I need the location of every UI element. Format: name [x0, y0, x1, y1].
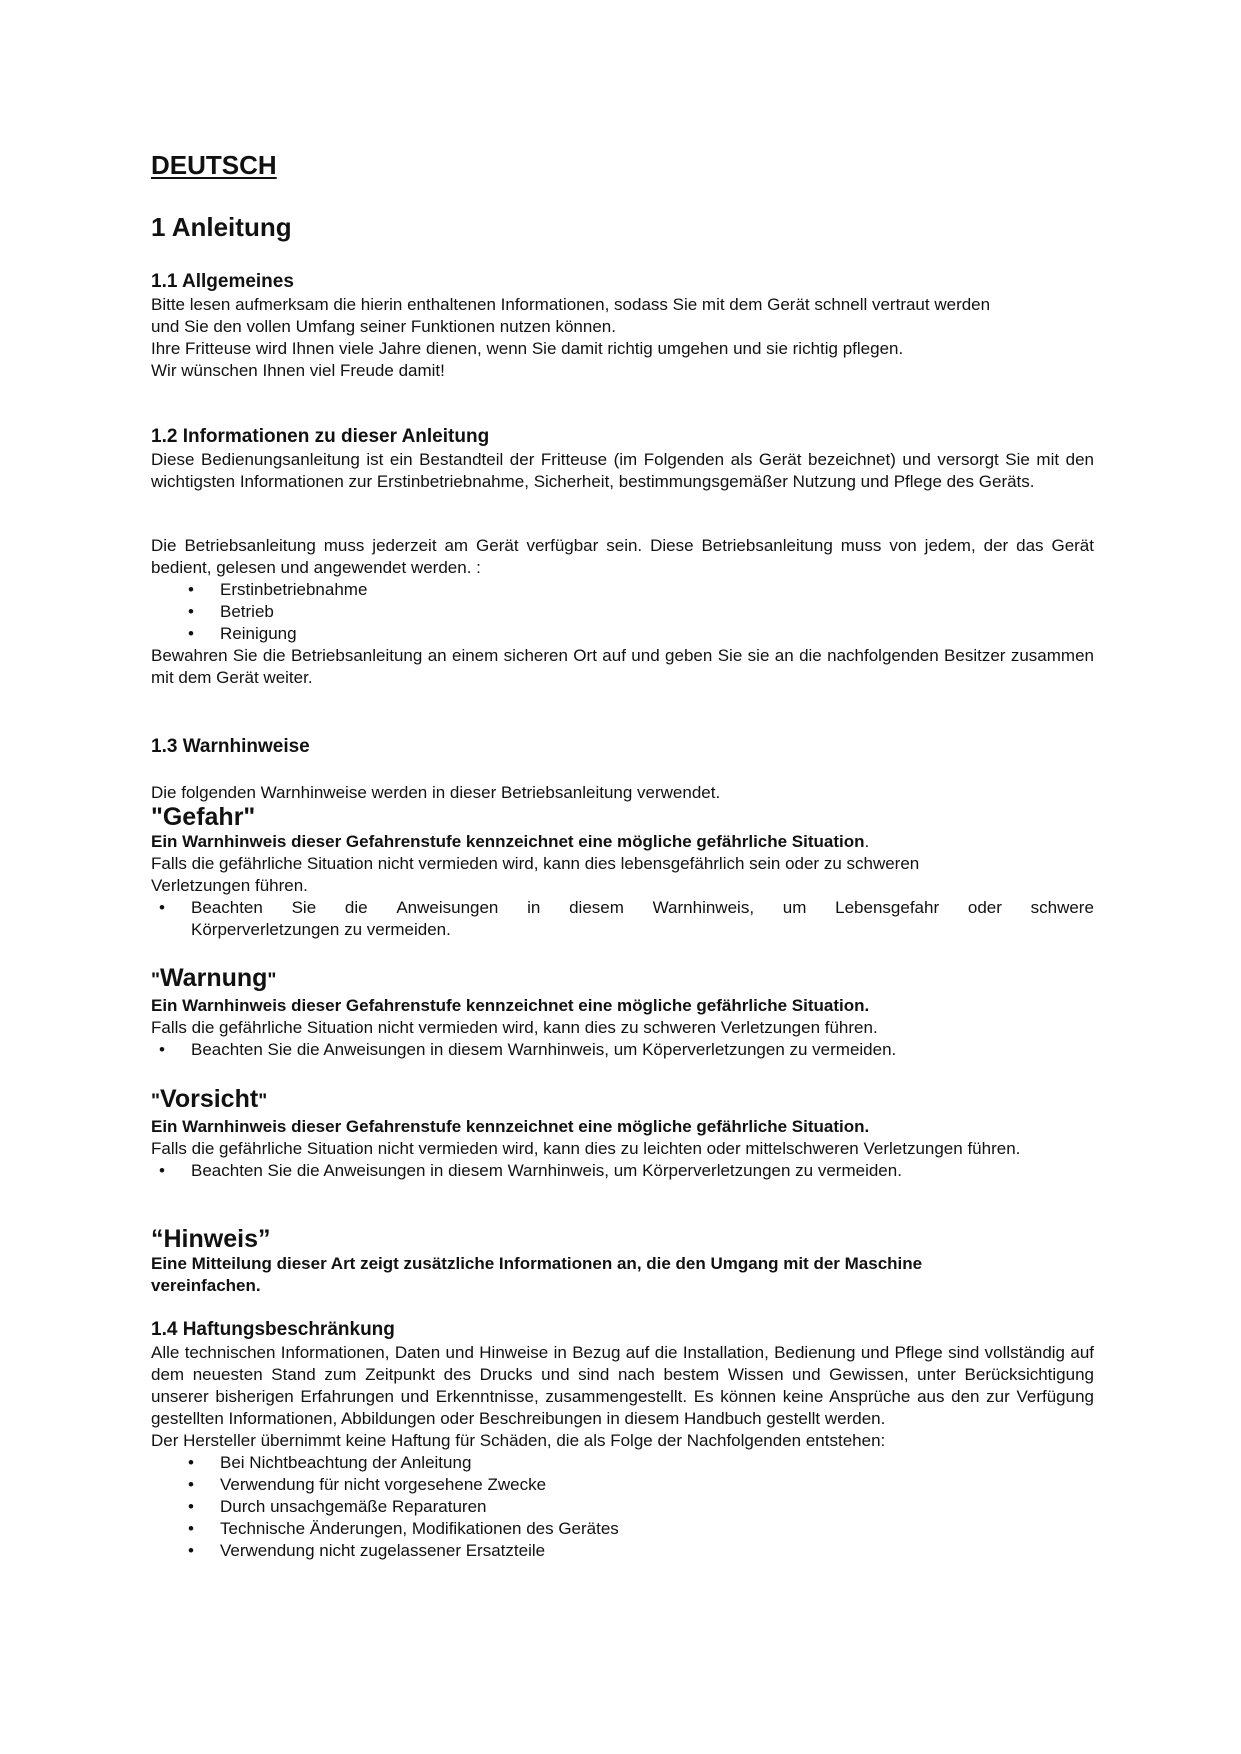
notice-title: “Hinweis”	[151, 1225, 271, 1253]
notice-hinweis	[151, 1225, 1094, 1297]
quote-mark: "	[267, 970, 277, 991]
bullet-list	[151, 1452, 1094, 1562]
paragraph: Falls die gefährliche Situation nicht vermieden wird, kann dies lebensgefährlich sein oder zu schweren Verletzungen führen.	[151, 854, 920, 895]
bullet-list	[151, 579, 1094, 645]
warning-word: Warnung	[160, 964, 268, 992]
word: Sie	[291, 898, 317, 917]
paragraph: Falls die gefährliche Situation nicht vermieden wird, kann dies zu leichten oder mittelschweren Verletzungen führen.	[151, 1139, 1021, 1158]
text-line: Bitte lesen aufmerksam die hierin enthaltenen Informationen, sodass Sie mit dem Gerät schnell vertraut werden	[151, 295, 991, 314]
section-1-2-cont	[151, 535, 1094, 689]
word: in	[527, 898, 541, 917]
section-title: 1.2 Informationen zu dieser Anleitung	[151, 426, 490, 447]
paragraph: Der Hersteller übernimmt keine Haftung für Schäden, die als Folge der Nachfolgenden entstehen:	[151, 1431, 886, 1450]
warning-gefahr	[151, 803, 1094, 941]
section-title: 1.1 Allgemeines	[151, 271, 294, 292]
warning-description: Ein Warnhinweis dieser Gefahrenstufe kennzeichnet eine mögliche gefährliche Situation.	[151, 1117, 870, 1136]
word: Warnhinweis,	[652, 898, 755, 917]
paragraph: Die Betriebsanleitung muss jederzeit am Gerät verfügbar sein. Diese Betriebsanleitung muss von jedem, der das Gerät bedient, gelesen und angewendet werden. :	[151, 536, 1094, 577]
warning-title	[151, 964, 1094, 995]
section-title: 1.3 Warnhinweise	[151, 736, 310, 757]
section-1-3	[151, 735, 1094, 759]
list-item: • Bei Nichtbeachtung der Anleitung	[151, 1452, 1094, 1474]
list-item: • Betrieb	[151, 601, 1094, 623]
paragraph: Diese Bedienungsanleitung ist ein Bestandteil der Fritteuse (im Folgenden als Gerät bezeichnet) und versorgt Sie mit den wichtigsten Informationen zur Erstinbetriebnahme, Sicherheit, bestimmungsgemäßer Nutzung und Pflege des Geräts.	[151, 450, 1094, 491]
list-item: • Erstinbetriebnahme	[151, 579, 1094, 601]
section-1-1	[151, 270, 1094, 382]
list-item: • Technische Änderungen, Modifikationen des Gerätes	[151, 1518, 1094, 1540]
justified-line	[191, 897, 1094, 919]
warning-description: Ein Warnhinweis dieser Gefahrenstufe kennzeichnet eine mögliche gefährliche Situation.	[151, 996, 870, 1015]
quote-mark: "	[151, 970, 161, 991]
list-item: • Verwendung nicht zugelassener Ersatzteile	[151, 1540, 1094, 1562]
warning-warnung	[151, 964, 1094, 1061]
list-item-continuation: Körperverletzungen zu vermeiden.	[191, 920, 451, 939]
warning-description: Ein Warnhinweis dieser Gefahrenstufe kennzeichnet eine mögliche gefährliche Situation	[151, 832, 865, 851]
warning-word: Vorsicht	[160, 1085, 259, 1113]
warning-title	[151, 1085, 1094, 1116]
bullet-list	[151, 1039, 1094, 1061]
language-heading: DEUTSCH	[151, 150, 277, 180]
word: • Beachten	[191, 898, 263, 917]
text-line: Wir wünschen Ihnen viel Freude damit!	[151, 361, 445, 380]
list-item: • Beachten Sie die Anweisungen in diesem Warnhinweis, um Köperverletzungen zu vermeiden.	[151, 1039, 1094, 1061]
quote-mark: "	[151, 1091, 161, 1112]
text-line: und Sie den vollen Umfang seiner Funktionen nutzen können.	[151, 317, 616, 336]
text-line: Ihre Fritteuse wird Ihnen viele Jahre dienen, wenn Sie damit richtig umgehen und sie richtig pflegen.	[151, 339, 904, 358]
word: um	[782, 898, 807, 917]
bullet-list	[151, 1160, 1094, 1182]
section-1-4	[151, 1318, 1094, 1562]
quote-mark: "	[258, 1091, 268, 1112]
bullet-list	[151, 897, 1094, 941]
paragraph: Falls die gefährliche Situation nicht vermieden wird, kann dies zu schweren Verletzungen führen.	[151, 1018, 878, 1037]
warnings-intro	[151, 782, 1094, 804]
warning-description-end: .	[864, 832, 870, 851]
paragraph: Alle technischen Informationen, Daten und Hinweise in Bezug auf die Installation, Bedienung und Pflege sind vollständig auf dem neuesten Stand zum Zeitpunkt des Drucks und sind nach bestem Wissen und Gewissen, unter Berücksichtigung unserer bisherigen Erfahrungen und Erkenntnisse, zusammengestellt. Es können keine Ansprüche aus den zur Verfügung gestellten Informationen, Abbildungen oder Beschreibungen in diesem Handbuch gestellt werden.	[151, 1343, 1094, 1428]
word: schwere	[1030, 898, 1094, 917]
word: die	[344, 898, 368, 917]
paragraph: Die folgenden Warnhinweise werden in dieser Betriebsanleitung verwendet.	[151, 783, 721, 802]
warning-title: "Gefahr"	[151, 803, 256, 831]
warning-vorsicht	[151, 1085, 1094, 1182]
list-item	[151, 897, 1094, 941]
paragraph: Bewahren Sie die Betriebsanleitung an einem sicheren Ort auf und geben Sie sie an die nachfolgenden Besitzer zusammen mit dem Gerät weiter.	[151, 646, 1094, 687]
word: Lebensgefahr	[835, 898, 940, 917]
list-item: • Verwendung für nicht vorgesehene Zwecke	[151, 1474, 1094, 1496]
list-item: • Reinigung	[151, 623, 1094, 645]
chapter-title: 1 Anleitung	[151, 212, 292, 242]
list-item: • Beachten Sie die Anweisungen in diesem Warnhinweis, um Körperverletzungen zu vermeiden.	[151, 1160, 1094, 1182]
word: diesem	[569, 898, 624, 917]
word: Anweisungen	[396, 898, 499, 917]
section-1-2	[151, 425, 1094, 493]
notice-description: Eine Mitteilung dieser Art zeigt zusätzliche Informationen an, die den Umgang mit der Maschine vereinfachen.	[151, 1254, 923, 1295]
list-item: • Durch unsachgemäße Reparaturen	[151, 1496, 1094, 1518]
word: oder	[967, 898, 1002, 917]
section-title: 1.4 Haftungsbeschränkung	[151, 1319, 395, 1340]
